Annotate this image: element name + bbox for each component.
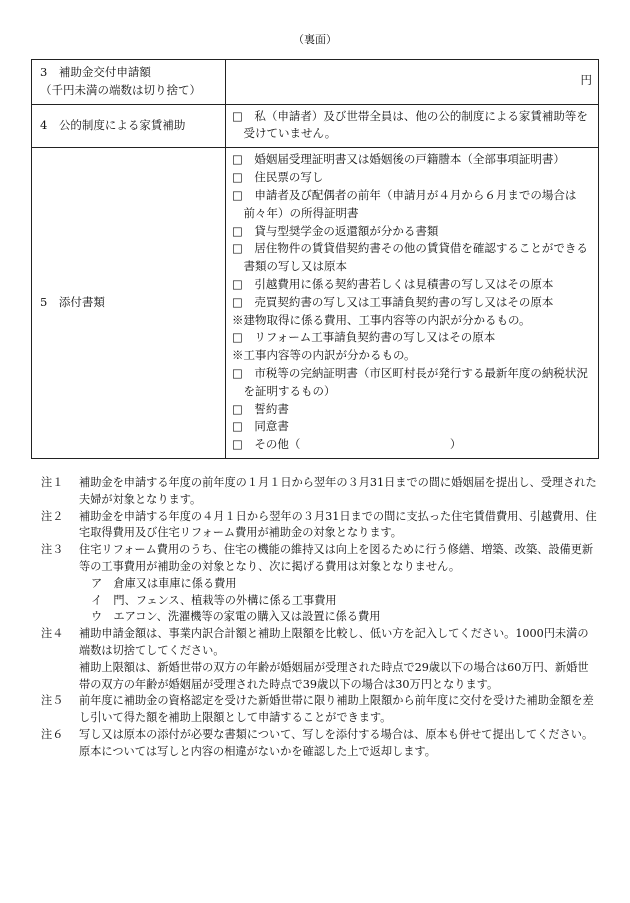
label-line-1: 3 補助金交付申請額 xyxy=(40,65,151,79)
label-subsidy-amount xyxy=(32,60,226,105)
application-form-table xyxy=(31,59,599,459)
label-rent-assistance: 4 公的制度による家賃補助 xyxy=(32,104,226,148)
attachment-resident-record[interactable]: □ 住民票の写し xyxy=(232,170,324,185)
note-4 xyxy=(41,626,597,693)
page-header: （裏面） xyxy=(293,33,337,46)
attachment-consent[interactable]: □ 同意書 xyxy=(232,419,289,434)
attachment-income-certificate[interactable]: □ 申請者及び配偶者の前年（申請月が４月から６月までの場合は前々年）の所得証明書 xyxy=(232,187,577,220)
attachment-scholarship-repayment[interactable]: □ 貸与型奨学金の返還額が分かる書類 xyxy=(232,223,439,238)
note-text: 補助金を申請する年度の前年度の１月１日から翌年の３月31日までの間に婚姻届を提出し、受理された夫婦が対象となります。 xyxy=(79,476,597,506)
attachment-moving-contract[interactable]: □ 引越費用に係る契約書若しくは見積書の写し又はその原本 xyxy=(232,276,554,291)
label-line-2: （千円未満の端数は切り捨て） xyxy=(40,82,201,97)
attachment-reform-contract[interactable]: □ リフォーム工事請負契約書の写し又はその原本 xyxy=(232,330,496,345)
attachment-other[interactable]: □ その他（ ） xyxy=(232,437,462,452)
note-6 xyxy=(41,727,597,761)
attachment-marriage-certificate[interactable]: □ 婚姻届受理証明書又は婚姻後の戸籍謄本（全部事項証明書） xyxy=(232,152,565,167)
attachment-note-building: ※建物取得に係る費用、工事内容等の内訳が分かるもの。 xyxy=(232,312,531,327)
note-text: 補助金を申請する年度の４月１日から翌年の３月31日までの間に支払った住宅賃借費用、引越費用、住宅取得費用及び住宅リフォーム費用が補助金の対象となります。 xyxy=(79,509,597,540)
note-number: 注４ xyxy=(41,627,64,641)
note-number: 注６ xyxy=(41,727,64,741)
note-text: 前年度に補助金の資格認定を受けた新婚世帯に限り補助上限額から前年度に交付を受けた補助金額を差し引いて得た額を補助上限額として申請することができます。 xyxy=(79,694,594,725)
note-text: 補助上限額は、新婚世帯の双方の年齢が婚姻届が受理された時点で29歳以下の場合は60万円、新婚世帯の双方の年齢が婚姻届が受理された時点で39歳以下の場合は30万円となります。 xyxy=(79,660,589,691)
attachment-note-reform: ※工事内容等の内訳が分かるもの。 xyxy=(232,348,416,363)
note-3 xyxy=(41,542,597,626)
note-text: 住宅リフォーム費用のうち、住宅の機能の維持又は向上を図るために行う修繕、増築、改築、設備更新等の工事費用が補助金の対象となり、次に掲げる費用は対象となりません。 xyxy=(79,543,594,573)
row-rent-assistance xyxy=(32,104,599,148)
attachment-pledge[interactable]: □ 誓約書 xyxy=(232,401,289,416)
note-5 xyxy=(41,693,597,727)
subsidy-amount-field[interactable] xyxy=(226,60,599,105)
note-number: 注１ xyxy=(41,476,64,489)
note-sub-item: イ 門、フェンス、植栽等の外構に係る工事費用 xyxy=(91,593,337,607)
note-sub-item: ウ エアコン、洗濯機等の家電の購入又は設置に係る費用 xyxy=(91,610,381,624)
note-number: 注５ xyxy=(41,694,64,708)
row-attachments xyxy=(32,148,599,459)
rent-assistance-declaration[interactable] xyxy=(226,104,599,148)
attachments-list xyxy=(226,148,599,459)
note-number: 注３ xyxy=(41,543,64,557)
note-1 xyxy=(41,475,597,509)
row-subsidy-amount xyxy=(32,60,599,105)
label-attachments: 5 添付書類 xyxy=(32,148,226,459)
note-text: 写し又は原本の添付が必要な書類について、写しを添付する場合は、原本も併せて提出してください。原本については写しと内容の相違がないかを確認した上で返却します。 xyxy=(79,727,594,758)
note-2 xyxy=(41,509,597,543)
attachment-lease-contract[interactable]: □ 居住物件の賃貸借契約書その他の賃貸借を確認することができる書類の写し又は原本 xyxy=(232,241,588,274)
yen-unit: 円 xyxy=(580,73,592,88)
notes-section xyxy=(41,475,597,761)
note-sub-item: ア 倉庫又は車庫に係る費用 xyxy=(91,576,237,590)
note-number: 注２ xyxy=(41,509,64,523)
note-text: 補助申請金額は、事業内訳合計額と補助上限額を比較し、低い方を記入してください。1000円未満の端数は切捨てしてください。 xyxy=(79,627,589,657)
checkbox-item[interactable]: □ 私（申請者）及び世帯全員は、他の公的制度による家賃補助等を受けていません。 xyxy=(232,108,588,141)
attachment-purchase-contract[interactable]: □ 売買契約書の写し又は工事請負契約書の写し又はその原本 xyxy=(232,294,554,309)
attachment-tax-certificate[interactable]: □ 市税等の完納証明書（市区町村長が発行する最新年度の納税状況を証明するもの） xyxy=(232,366,588,398)
